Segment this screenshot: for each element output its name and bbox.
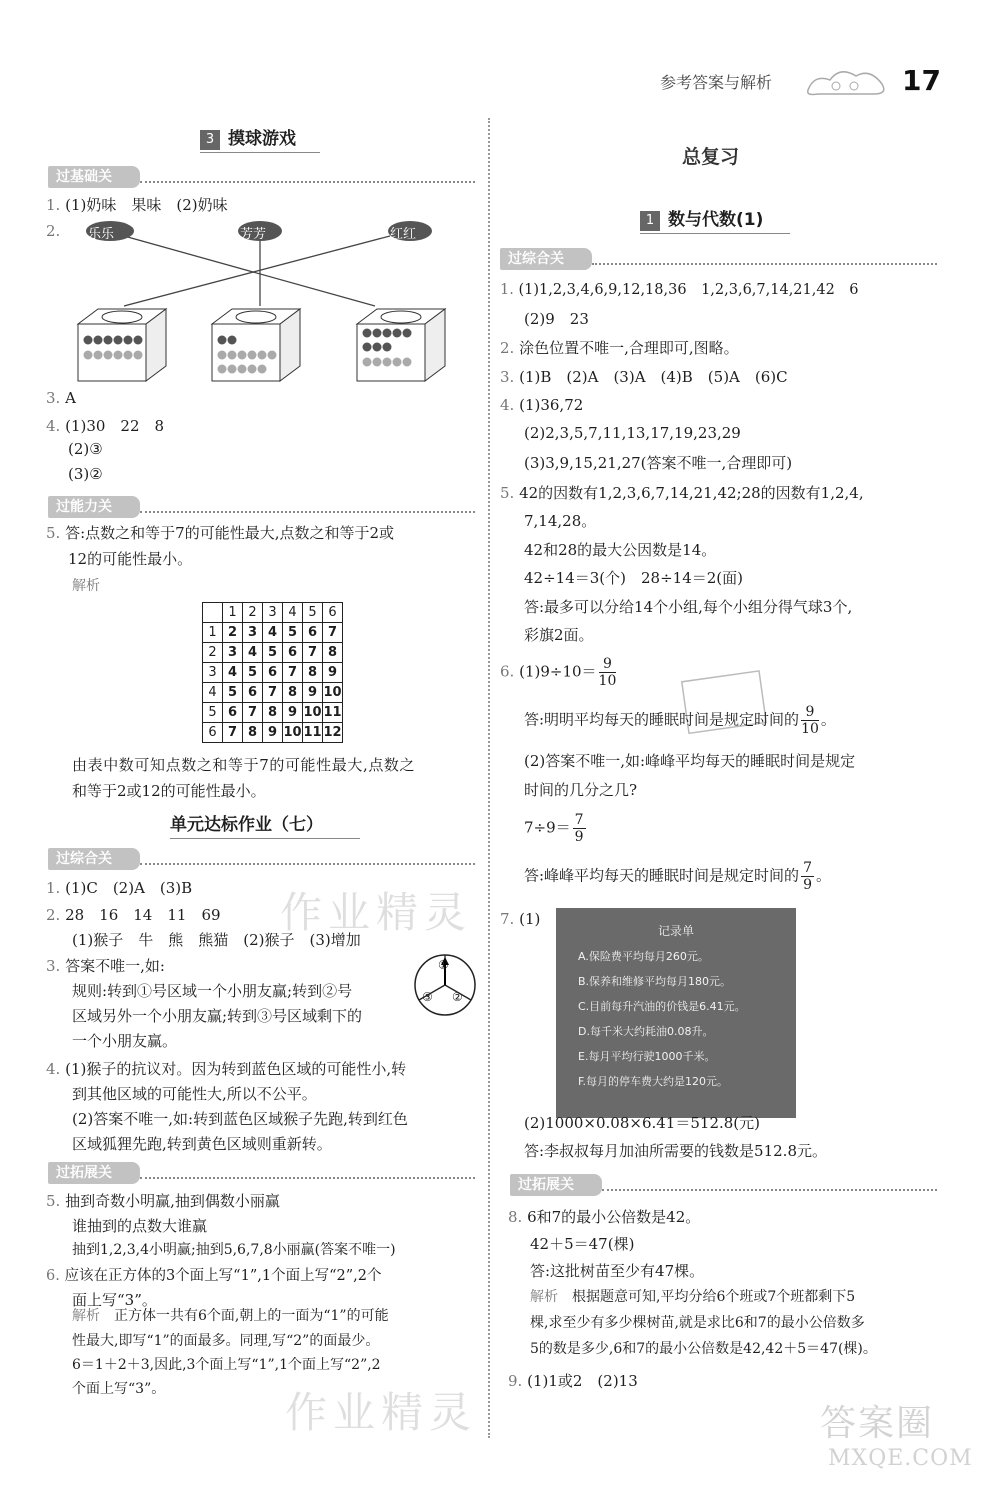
- fraction-9-10: $\frac{9}{10}$: [801, 704, 819, 737]
- u2-line2: (1)猴子 牛 熊 熊猫 (2)猴子 (3)增加: [72, 931, 361, 949]
- r6-eq1: 6. (1)9÷10＝ $\frac{9}{10}$: [500, 656, 617, 689]
- table-cell: 8: [243, 723, 263, 743]
- u4: 4. (1)猴子的抗议对。因为转到蓝色区域的可能性小,转: [46, 1060, 407, 1078]
- r8-analysis: 解析 根据题意可知,平均分给6个班或7个班都剩下5: [530, 1289, 856, 1305]
- table-cell: 6: [203, 723, 223, 743]
- table-row: [203, 703, 343, 723]
- section-badge: 1: [640, 211, 660, 231]
- table-cell: 8: [303, 663, 323, 683]
- table-cell: 9: [323, 663, 343, 683]
- table-cell: [203, 603, 223, 623]
- table-cell: 5: [263, 643, 283, 663]
- fraction-7-9: $\frac{7}{9}$: [574, 812, 584, 845]
- r8-line2: 42＋5＝47(棵): [530, 1235, 635, 1253]
- r4-line3: (3)3,9,15,21,27(答案不唯一,合理即可): [524, 454, 793, 472]
- conclusion-line2: 和等于2或12的可能性最小。: [72, 782, 266, 800]
- r9: 9. (1)1或2 (2)13: [508, 1372, 638, 1390]
- u1: 1. (1)C (2)A (3)B: [46, 879, 193, 897]
- u6-line2: 面上写“3”。: [72, 1291, 157, 1309]
- q4-line2: (2)③: [68, 440, 103, 458]
- page-number: 17: [902, 64, 941, 97]
- u6-analysis-line4: 个面上写“3”。: [72, 1381, 166, 1397]
- q5-line2: 12的可能性最小。: [68, 550, 193, 568]
- table-cell: 4: [263, 623, 283, 643]
- r6-eq2: 7÷9＝ $\frac{7}{9}$: [524, 812, 584, 845]
- spinner-region-1: ①: [438, 958, 449, 972]
- u5-line2: 谁抽到的点数大谁赢: [72, 1217, 208, 1235]
- table-cell: 6: [223, 703, 243, 723]
- table-cell: 10: [283, 723, 303, 743]
- u5-line3: 抽到1,2,3,4小明赢;抽到5,6,7,8小丽赢(答案不唯一): [72, 1242, 396, 1258]
- r2: 2. 涂色位置不唯一,合理即可,图略。: [500, 339, 739, 357]
- record-item: D.每千米大约耗油0.08升。: [578, 1025, 714, 1038]
- tag-expand-right: 过拓展关: [510, 1174, 602, 1196]
- table-cell: 10: [323, 683, 343, 703]
- table-cell: 11: [303, 723, 323, 743]
- table-cell: 5: [303, 603, 323, 623]
- q2-num: 2.: [46, 222, 61, 240]
- table-cell: 5: [223, 683, 243, 703]
- table-cell: 2: [203, 643, 223, 663]
- r1: 1. (1)1,2,3,4,6,9,12,18,36 1,2,3,6,7,14,21,42 6: [500, 282, 859, 298]
- u3-line4: 一个小朋友赢。: [72, 1032, 178, 1050]
- u5: 5. 抽到奇数小明赢,抽到偶数小丽赢: [46, 1192, 280, 1210]
- column-divider: [488, 118, 490, 1438]
- r5-line2: 7,14,28。: [524, 512, 597, 530]
- watermark-text: 作业精灵: [280, 888, 473, 937]
- tag-comprehensive-right: 过综合关: [500, 248, 592, 270]
- table-cell: 4: [223, 663, 243, 683]
- r5-line5: 答:最多可以分给14个小组,每个小组分得气球3个,: [524, 598, 853, 616]
- record-item: F.每月的停车费大约是120元。: [578, 1075, 729, 1088]
- u3-line2: 规则:转到①号区域一个小朋友赢;转到②号: [72, 982, 353, 1000]
- table-cell: 5: [283, 623, 303, 643]
- table-cell: 7: [323, 623, 343, 643]
- table-cell: 12: [323, 723, 343, 743]
- u3-line3: 区域另外一个小朋友赢;转到③号区域剩下的: [72, 1007, 363, 1025]
- name-honghong: 红红: [390, 227, 417, 242]
- table-cell: 1: [223, 603, 243, 623]
- record-title: 记录单: [657, 924, 694, 938]
- fraction-7-9: $\frac{7}{9}$: [803, 860, 812, 893]
- fraction-9-10: $\frac{9}{10}$: [598, 656, 617, 689]
- dice-sum-table: [202, 602, 343, 743]
- record-sheet: [556, 908, 796, 1118]
- r6-ans1: 答:明明平均每天的睡眠时间是规定时间的 $\frac{9}{10}$ 。: [524, 704, 836, 737]
- table-cell: 8: [263, 703, 283, 723]
- r4-line2: (2)2,3,5,7,11,13,17,19,23,29: [524, 424, 741, 442]
- tag-ability: 过能力关: [48, 496, 140, 518]
- watermark-logo-text: 答案圈: [820, 1403, 935, 1444]
- r6-part2-line2: 时间的几分之几?: [524, 781, 638, 799]
- table-cell: 4: [243, 643, 263, 663]
- record-item: B.保养和维修平均每月180元。: [578, 975, 732, 988]
- r6-ans2: 答:峰峰平均每天的睡眠时间是规定时间的 $\frac{7}{9}$ 。: [524, 860, 831, 893]
- name-lele: 乐乐: [88, 227, 115, 242]
- table-row: [203, 623, 343, 643]
- u4-line3: (2)答案不唯一,如:转到蓝色区域猴子先跑,转到红色: [72, 1110, 408, 1128]
- table-cell: 7: [243, 703, 263, 723]
- table-cell: 7: [263, 683, 283, 703]
- spinner-region-2: ②: [452, 990, 463, 1004]
- u4-line4: 区域狐狸先跑,转到黄色区域则重新转。: [72, 1135, 332, 1153]
- r5-line3: 42和28的最大公因数是14。: [524, 541, 717, 559]
- table-cell: 5: [243, 663, 263, 683]
- table-cell: 4: [203, 683, 223, 703]
- r7-label: 7. (1): [500, 910, 541, 928]
- r5-line4: 42÷14＝3(个) 28÷14＝2(面): [524, 569, 743, 587]
- r8-line3: 答:这批树苗至少有47棵。: [530, 1262, 705, 1280]
- tag-basic: 过基础关: [48, 166, 140, 188]
- table-cell: 7: [303, 643, 323, 663]
- table-cell: 6: [323, 603, 343, 623]
- table-cell: 6: [303, 623, 323, 643]
- r3: 3. (1)B (2)A (3)A (4)B (5)A (6)C: [500, 368, 788, 386]
- cloud-ornament-icon: [800, 62, 890, 102]
- table-cell: 11: [323, 703, 343, 723]
- u2: 2. 28 16 14 11 69: [46, 906, 221, 924]
- table-row: [203, 643, 343, 663]
- table-row: [203, 683, 343, 703]
- q3: 3. A: [46, 389, 76, 407]
- table-row: [203, 723, 343, 743]
- r8: 8. 6和7的最小公倍数是42。: [508, 1208, 701, 1226]
- table-cell: 3: [203, 663, 223, 683]
- q5: 5. 答:点数之和等于7的可能性最大,点数之和等于2或: [46, 524, 395, 542]
- record-item: E.每月平均行驶1000千米。: [578, 1050, 716, 1063]
- table-cell: 7: [283, 663, 303, 683]
- table-cell: 8: [283, 683, 303, 703]
- name-fangfang: 芳芳: [240, 227, 267, 242]
- table-cell: 1: [203, 623, 223, 643]
- r7-answer: 答:李叔叔每月加油所需要的钱数是512.8元。: [524, 1142, 827, 1160]
- record-item: A.保险费平均每月260元。: [578, 950, 709, 963]
- r6-part2-line1: (2)答案不唯一,如:峰峰平均每天的睡眠时间是规定: [524, 752, 856, 770]
- r4: 4. (1)36,72: [500, 396, 584, 414]
- u4-line2: 到其他区域的可能性大,所以不公平。: [72, 1085, 317, 1103]
- r5-line6: 彩旗2面。: [524, 626, 594, 644]
- section-title-mqyx: 3 摸球游戏: [200, 124, 320, 153]
- table-cell: 3: [243, 623, 263, 643]
- u6-analysis-line2: 性最大,即写“1”的面最多。同理,写“2”的面最少。: [72, 1333, 380, 1349]
- section-badge: 3: [200, 130, 220, 150]
- table-cell: 10: [303, 703, 323, 723]
- table-cell: 8: [323, 643, 343, 663]
- r1-line2: (2)9 23: [524, 310, 589, 328]
- q4-line3: (3)②: [68, 465, 103, 483]
- table-cell: 6: [283, 643, 303, 663]
- u6-analysis: 解析 正方体一共有6个面,朝上的一面为“1”的可能: [72, 1308, 389, 1324]
- r8-analysis-line3: 5的数是多少,6和7的最小公倍数是42,42＋5＝47(棵)。: [530, 1341, 877, 1357]
- tag-expand-left: 过拓展关: [48, 1162, 140, 1184]
- u6: 6. 应该在正方体的3个面上写“1”,1个面上写“2”,2个: [46, 1268, 382, 1284]
- table-cell: 9: [263, 723, 283, 743]
- table-cell: 5: [203, 703, 223, 723]
- table-cell: 4: [283, 603, 303, 623]
- box-1: [78, 309, 166, 381]
- spinner-region-3: ③: [422, 990, 433, 1004]
- table-row: [203, 603, 343, 623]
- table-cell: 2: [243, 603, 263, 623]
- watermark-text: 作业精灵: [285, 1388, 478, 1437]
- header-title: 参考答案与解析: [660, 73, 773, 92]
- table-cell: 2: [223, 623, 243, 643]
- chapter-title: 总复习: [682, 146, 740, 168]
- watermark-site: MXQE.COM: [828, 1446, 973, 1471]
- table-cell: 9: [283, 703, 303, 723]
- record-item: C.目前每升汽油的价钱是6.41元。: [578, 1000, 746, 1013]
- table-cell: 7: [223, 723, 243, 743]
- u3: 3. 答案不唯一,如:: [46, 957, 165, 975]
- conclusion-line1: 由表中数可知点数之和等于7的可能性最大,点数之: [72, 756, 416, 774]
- tag-comprehensive-left: 过综合关: [48, 848, 140, 870]
- r8-analysis-line2: 棵,求至少有多少棵树苗,就是求比6和7的最小公倍数多: [530, 1315, 865, 1331]
- r7-part2: (2)1000×0.08×6.41＝512.8(元): [524, 1114, 761, 1132]
- section-title-shuyudaishu: 1 数与代数(1): [640, 205, 790, 234]
- table-cell: 6: [263, 663, 283, 683]
- table-cell: 9: [303, 683, 323, 703]
- table-cell: 6: [243, 683, 263, 703]
- section-title-unit7: 单元达标作业（七）: [170, 810, 360, 839]
- r5: 5. 42的因数有1,2,3,6,7,14,21,42;28的因数有1,2,4,: [500, 484, 864, 502]
- table-row: [203, 663, 343, 683]
- q5-analysis-label: 解析: [72, 578, 100, 594]
- table-cell: 3: [223, 643, 243, 663]
- q4: 4. (1)30 22 8: [46, 417, 165, 435]
- q1: 1. (1)奶味 果味 (2)奶味: [46, 196, 228, 214]
- u6-analysis-line3: 6＝1＋2＋3,因此,3个面上写“1”,1个面上写“2”,2: [72, 1357, 381, 1373]
- table-cell: 3: [263, 603, 283, 623]
